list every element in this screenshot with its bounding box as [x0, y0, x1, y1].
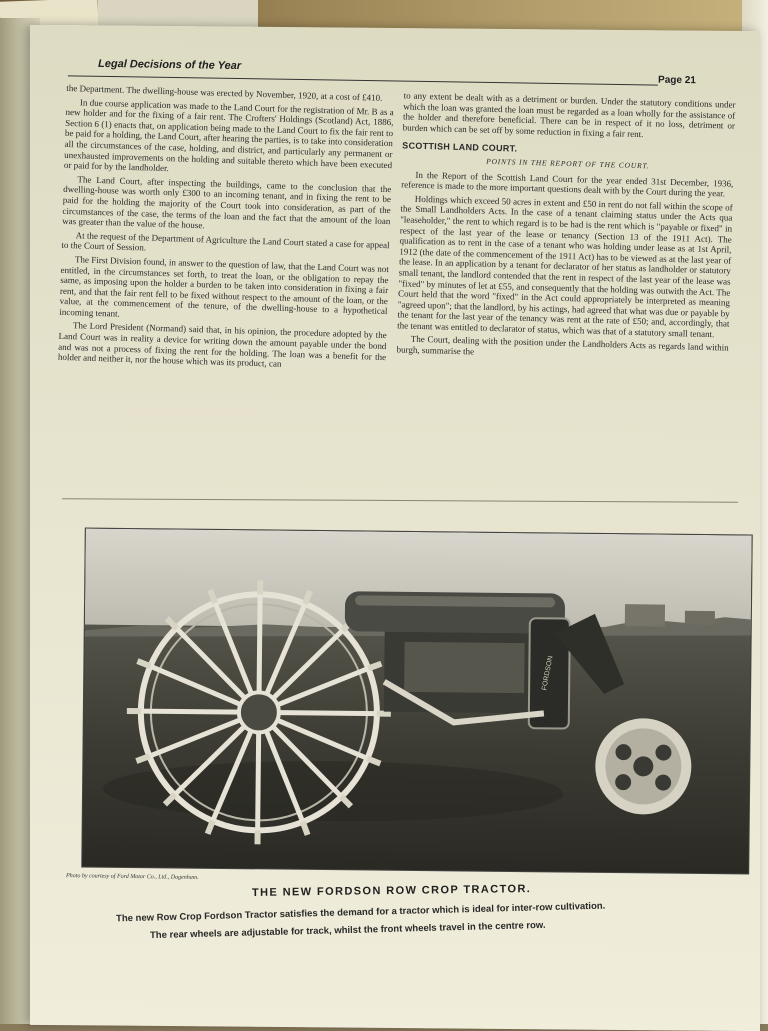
section-subheading: POINTS IN THE REPORT OF THE COURT. [402, 154, 734, 174]
tractor-badge: FORDSON [541, 655, 554, 691]
paragraph: At the request of the Department of Agriculture the Land Court stated a case for appeal to the Court of Session. [61, 230, 390, 261]
paragraph: The First Division found, in answer to the question of law, that the Land Court was not entitled, in the circumstances set forth, to treat the loan, or the obligation to repay the same, as imposing upon the holder a burden to be taken into consideration in fixing a fair rent, and that the fair rent fell to be fixed without respect to the amount of the loan, or the value, at the commencement of the tenure, of the dwelling-house to a hypothetical incoming tenant. [59, 254, 389, 328]
caption-title: THE NEW FORDSON ROW CROP TRACTOR. [252, 883, 531, 899]
paragraph: The Land Court, after inspecting the buildings, came to the conclusion that the dwelling-house was worth only £300 to an incoming tenant, and in fixing the rent to be paid for the holding the majority of the Court took into consideration, as part of the circumstances of the case, the terms of the loan and the fact that the amount of the loan was greater than the value of the house. [62, 174, 392, 237]
page-number: Page 21 [658, 75, 696, 87]
paragraph: to any extent be dealt with as a detriment or burden. Under the statutory conditions under which the loan was granted the loan must be regarded as a loan wholly for the assistance of the holder and therefore beneficial. There can be in respect of it no loss, detriment or burden which can be set off by some reduction in fixing a fair rent. [403, 90, 736, 142]
text-column-left [58, 83, 395, 376]
paragraph: the Department. The dwelling-house was erected by November, 1920, at a cost of £410. [66, 83, 394, 104]
paragraph: The Lord President (Normand) said that, in his opinion, the procedure adopted by the Land Court was in reality a device for writing down the amount payable under the bond and was not a process of fixing the rent for the holding. The loan was a benefit for the holder and neither it, nor the house which was its product, can [58, 320, 387, 373]
paragraph: Holdings which exceed 50 acres in extent and £50 in rent do not fall within the scope of the Small Landholders Acts. In the case of a tenant claiming status under the Acts qua "leaseholder," the rent to which regard is to be had is the rent which is "payable or fixed" in respect of the last year of the lease or tenancy (Section 13 of the 1911 Act). The qualification as to rent in the case of a tenant who was holding under lease as at 1st April, 1912 (the date of the commencement of the 1911 Act) has to be viewed as at the last year of the lease. In an application by a tenant for declarator of her status as landholder or statutory small tenant, the landlord contended that the rent in respect of the last year of the lease was "fixed" by minutes of let at £55, and consequently that the holding was outwith the Act. The Court held that the word "fixed" in the Act could appropriately be interpreted as meaning "agreed upon"; that the landlord, by his actings, had agreed that what was due or payable by the tenant for the last year of the tenancy was rent at the rate of £50; and, accordingly, that the tenant was entitled to declarator of status, which was that of a statutory small tenant. [397, 193, 733, 340]
tractor-photo [82, 529, 752, 874]
text-column-right [396, 90, 735, 367]
paragraph: In the Report of the Scottish Land Court for the year ended 31st December, 1936, reference is made to the more important questions dealt with by the Court during the year. [401, 169, 733, 199]
paragraph: In due course application was made to the Land Court for the registration of Mr. B as a new holder and for the fixing of a fair rent. The Crofters' Holdings (Scotland) Act, 1886, Section 6 (1) enacts that, on application being made to the Land Court to fix the fair rent to be paid for a holding, the Land Court, after hearing the parties, is to take into consideration all the circumstances of the case, holding, and district, and particularly any permanent or unexhausted improvements on the holding and suitable thereto which have been executed or paid for by the landholder. [64, 97, 394, 181]
caption-line: The new Row Crop Fordson Tractor satisfies the demand for a tractor which is ideal for inter-row cultivation. [116, 901, 605, 925]
photo-credit: Photo by courtesy of Ford Motor Co., Ltd., Dagenham. [66, 873, 199, 881]
caption-line: The rear wheels are adjustable for track, whilst the front wheels travel in the centre row. [150, 920, 546, 941]
header-title: Legal Decisions of the Year [98, 58, 241, 72]
section-heading: SCOTTISH LAND COURT. [402, 141, 734, 161]
paragraph: The Court, dealing with the position under the Landholders Acts as regards land within burgh, summarise the [396, 334, 728, 364]
tractor-illustration [82, 529, 752, 874]
